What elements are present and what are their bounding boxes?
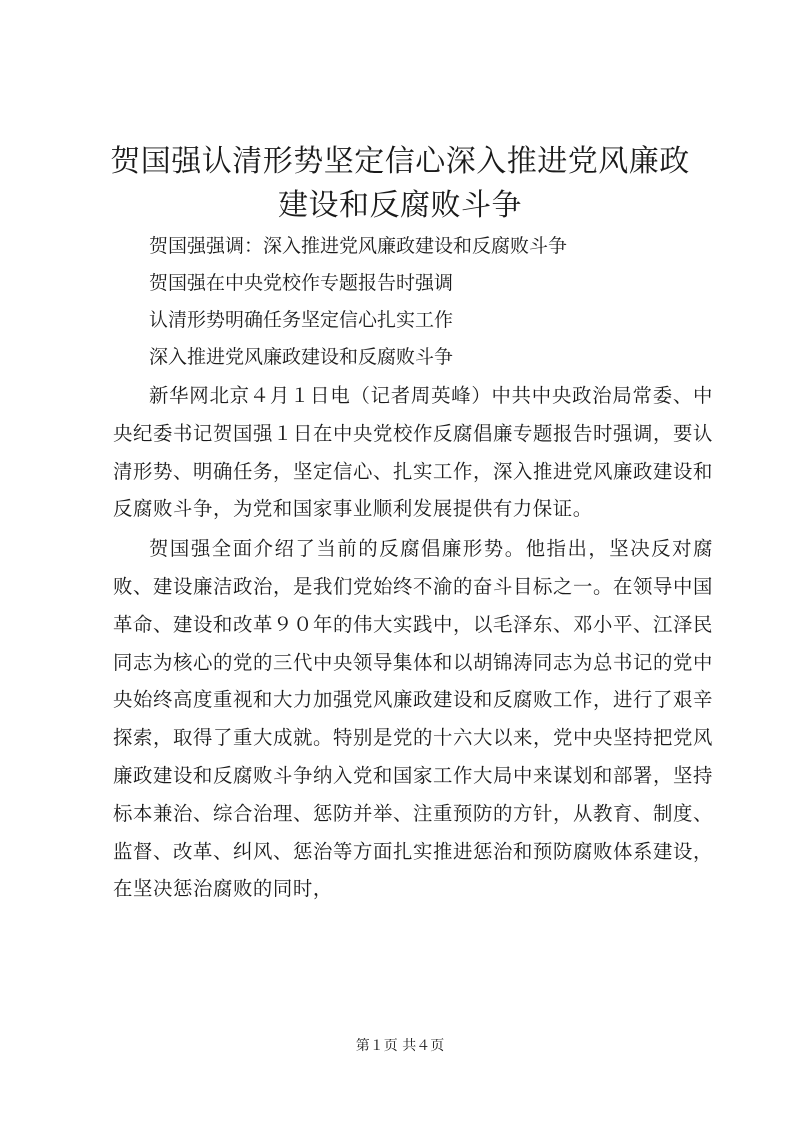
paragraph-2: 贺国强全面介绍了当前的反腐倡廉形势。他指出，坚决反对腐败、建设廉洁政治，是我们党始终不渝的奋斗目标之一。在领导中国革命、建设和改革９０年的伟大实践中，以毛泽东、邓小平、江泽民同志为核心的党的三代中央领导集体和以胡锦涛同志为总书记的党中央始终高度重视和大力加强党风廉政建设和反腐败工作，进行了艰辛探索，取得了重大成就。特别是党的十六大以来，党中央坚持把党风廉政建设和反腐败斗争纳入党和国家工作大局中来谋划和部署，坚持标本兼治、综合治理、惩防并举、注重预防的方针，从教育、制度、监督、改革、纠风、惩治等方面扎实推进惩治和预防腐败体系建设，在坚决惩治腐败的同时， (113, 537, 713, 901)
subheading-1: 贺国强强调：深入推进党风廉政建设和反腐败斗争 (149, 235, 568, 257)
page-footer: 第１页 共４页 (355, 1038, 445, 1054)
subheading-3: 认清形势明确任务坚定信心扎实工作 (149, 309, 454, 331)
document-body (113, 228, 713, 908)
document-title: 贺国强认清形势坚定信心深入推进党风廉政建设和反腐败斗争 (110, 144, 690, 223)
subheading-2: 贺国强在中央党校作专题报告时强调 (149, 272, 454, 294)
paragraph-1: 新华网北京４月１日电（记者周英峰）中共中央政治局常委、中央纪委书记贺国强１日在中央党校作反腐倡廉专题报告时强调，要认清形势、明确任务，坚定信心、扎实工作，深入推进党风廉政建设和反腐败斗争，为党和国家事业顺利发展提供有力保证。 (113, 384, 713, 521)
subheading-4: 深入推进党风廉政建设和反腐败斗争 (149, 346, 454, 368)
